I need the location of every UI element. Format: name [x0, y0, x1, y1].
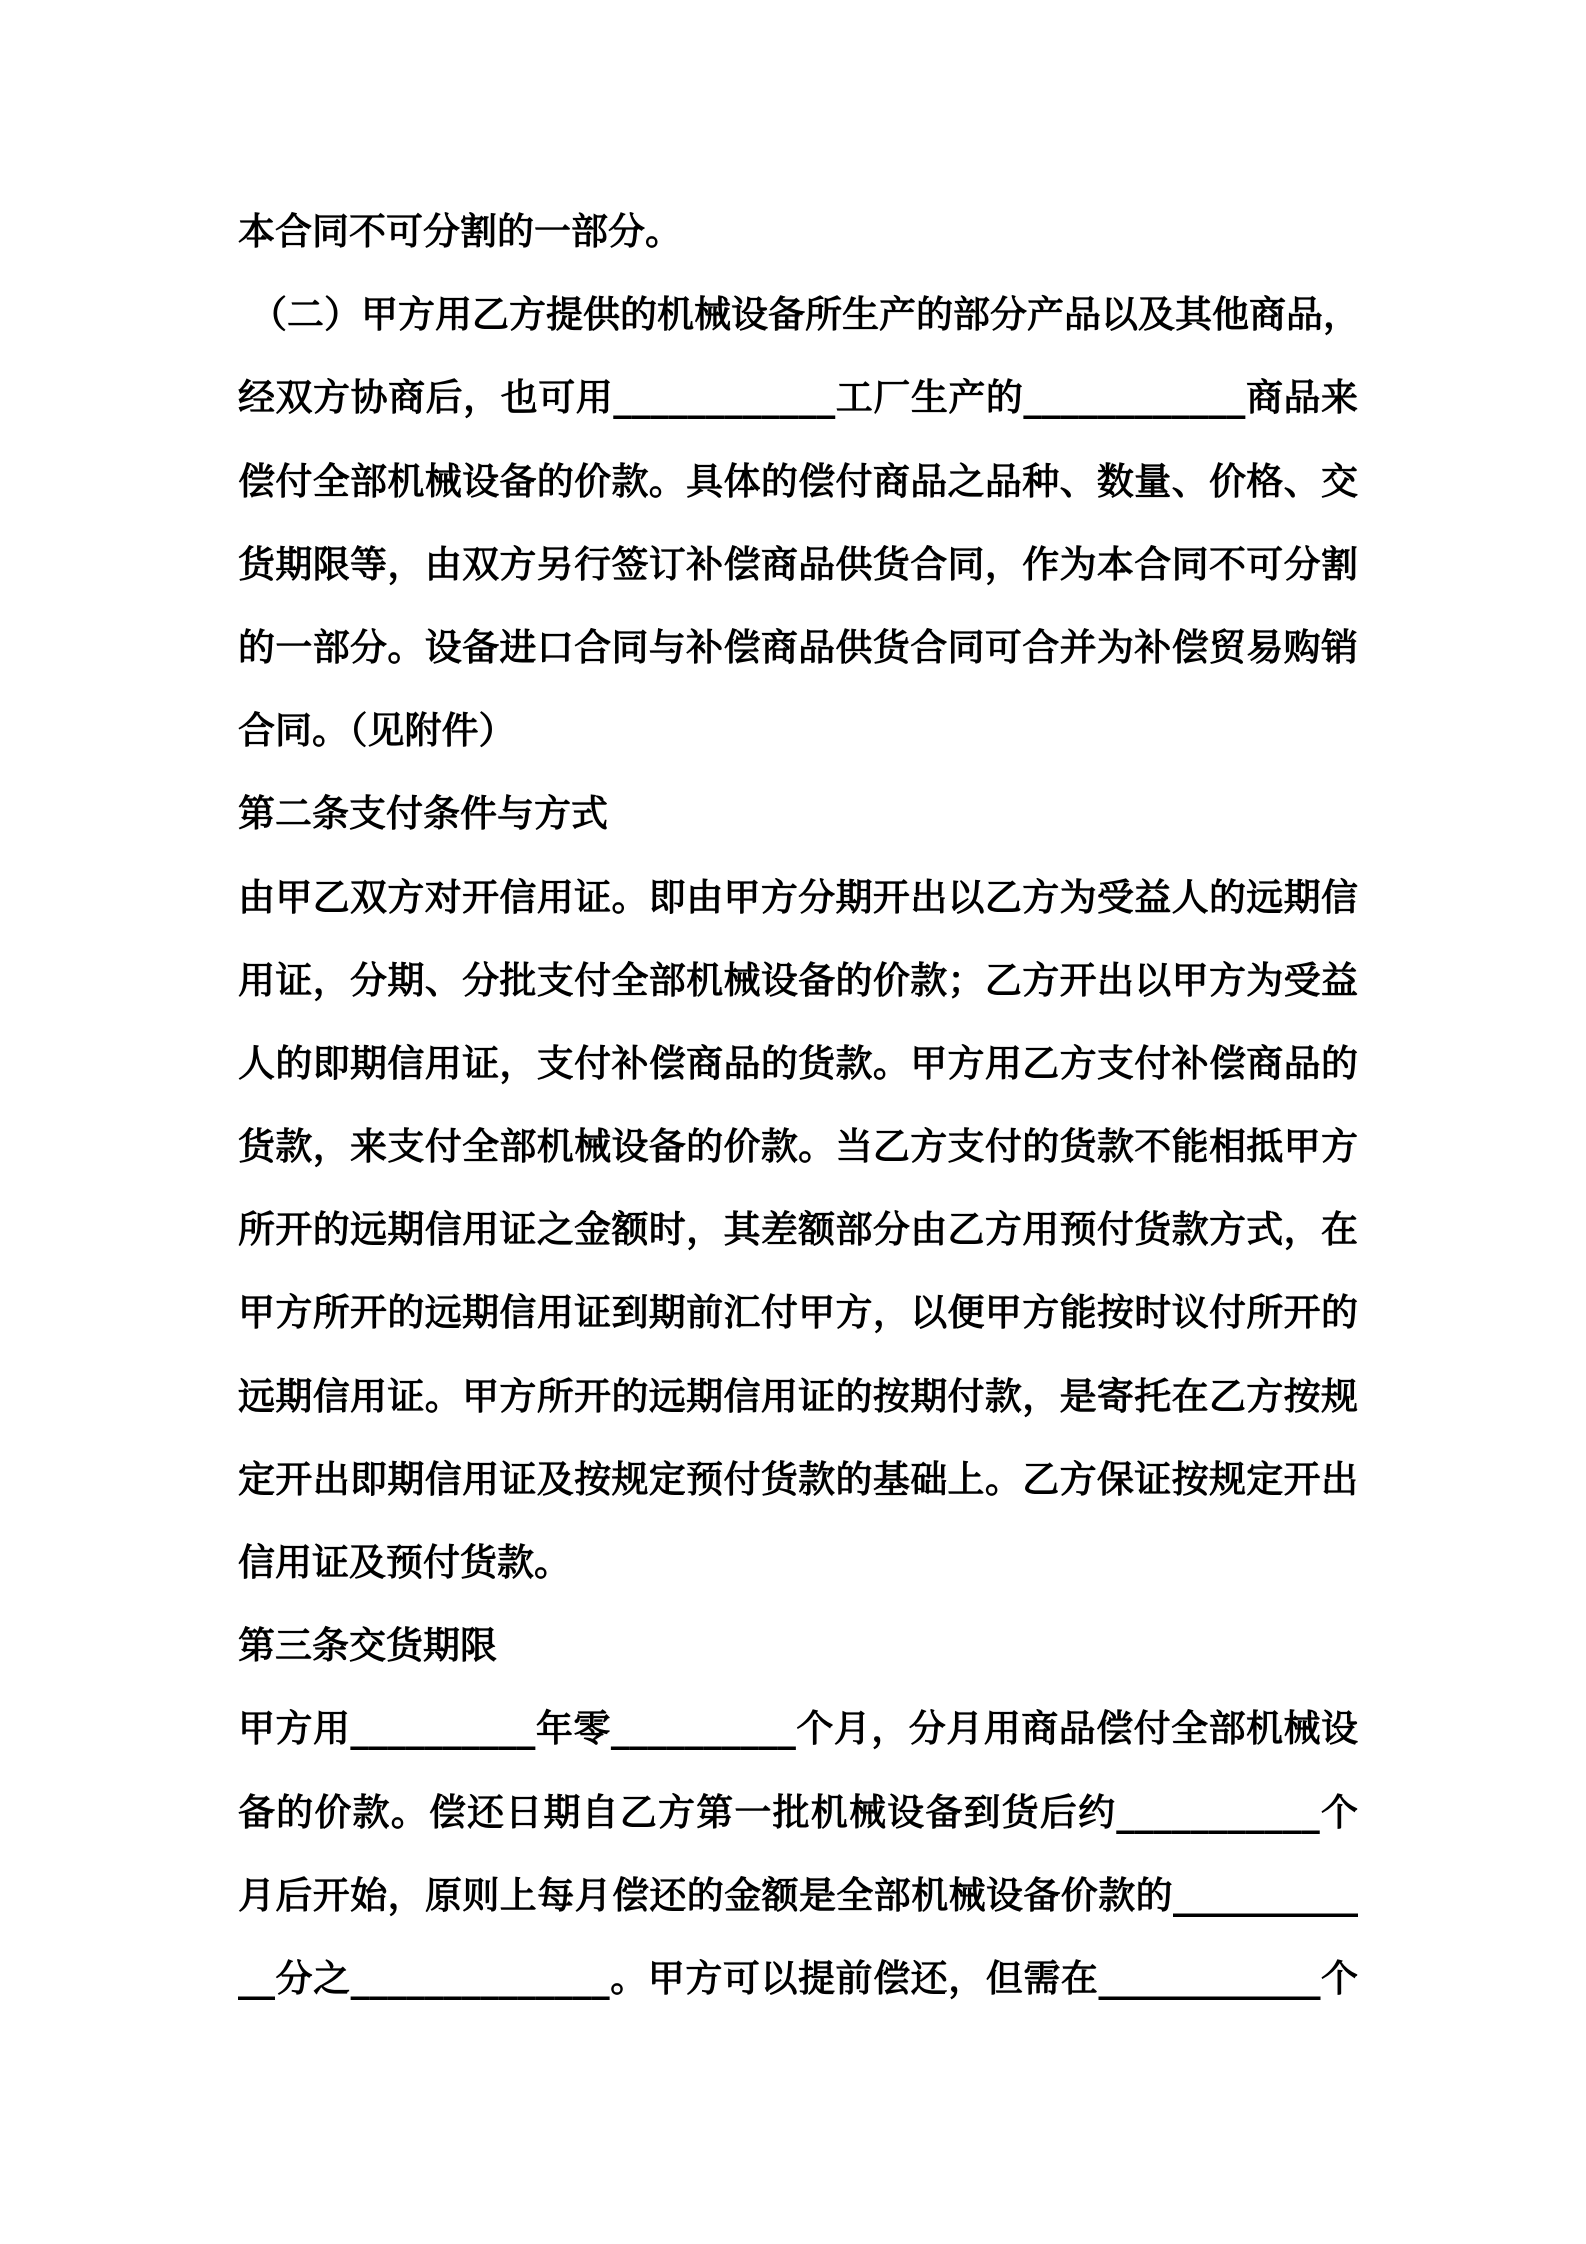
- text-line: __分之______________。甲方可以提前偿还，但需在____________个: [238, 1956, 1358, 2000]
- text-line: 定开出即期信用证及按规定预付货款的基础上。乙方保证按规定开出: [238, 1457, 1358, 1501]
- text-line: （二）甲方用乙方提供的机械设备所生产的部分产品以及其他商品，: [250, 293, 1360, 337]
- text-line: 远期信用证。甲方所开的远期信用证的按期付款，是寄托在乙方按规: [238, 1374, 1358, 1418]
- text-line: 合同。（见附件）: [238, 709, 516, 753]
- text-line: 备的价款。偿还日期自乙方第一批机械设备到货后约___________个: [238, 1790, 1358, 1834]
- text-line: 本合同不可分割的一部分。: [238, 210, 682, 253]
- text-line: 甲方所开的远期信用证到期前汇付甲方，以便甲方能按时议付所开的: [238, 1291, 1358, 1335]
- text-line: 用证，分期、分批支付全部机械设备的价款；乙方开出以甲方为受益: [238, 958, 1358, 1002]
- text-line: 甲方用__________年零__________个月，分月用商品偿付全部机械设: [238, 1707, 1358, 1751]
- text-line: 的一部分。设备进口合同与补偿商品供货合同可合并为补偿贸易购销: [238, 625, 1358, 669]
- text-line: 所开的远期信用证之金额时，其差额部分由乙方用预付货款方式，在: [238, 1208, 1358, 1252]
- text-line: 月后开始，原则上每月偿还的金额是全部机械设备价款的__________: [238, 1873, 1358, 1917]
- section-heading-line: 第二条支付条件与方式: [238, 792, 608, 836]
- text-line: 经双方协商后，也可用____________工厂生产的____________商品来: [238, 376, 1358, 420]
- text-line: 货款，来支付全部机械设备的价款。当乙方支付的货款不能相抵甲方: [238, 1125, 1358, 1169]
- text-line: 货期限等，由双方另行签订补偿商品供货合同，作为本合同不可分割: [238, 542, 1358, 586]
- text-line: 偿付全部机械设备的价款。具体的偿付商品之品种、数量、价格、交: [238, 459, 1358, 503]
- document-content: [238, 190, 1358, 2020]
- section-heading-line: 第三条交货期限: [238, 1624, 497, 1668]
- text-line: 信用证及预付货款。: [238, 1541, 571, 1584]
- text-line: 人的即期信用证，支付补偿商品的货款。甲方用乙方支付补偿商品的: [238, 1041, 1358, 1085]
- text-line: 由甲乙双方对开信用证。即由甲方分期开出以乙方为受益人的远期信: [238, 875, 1358, 919]
